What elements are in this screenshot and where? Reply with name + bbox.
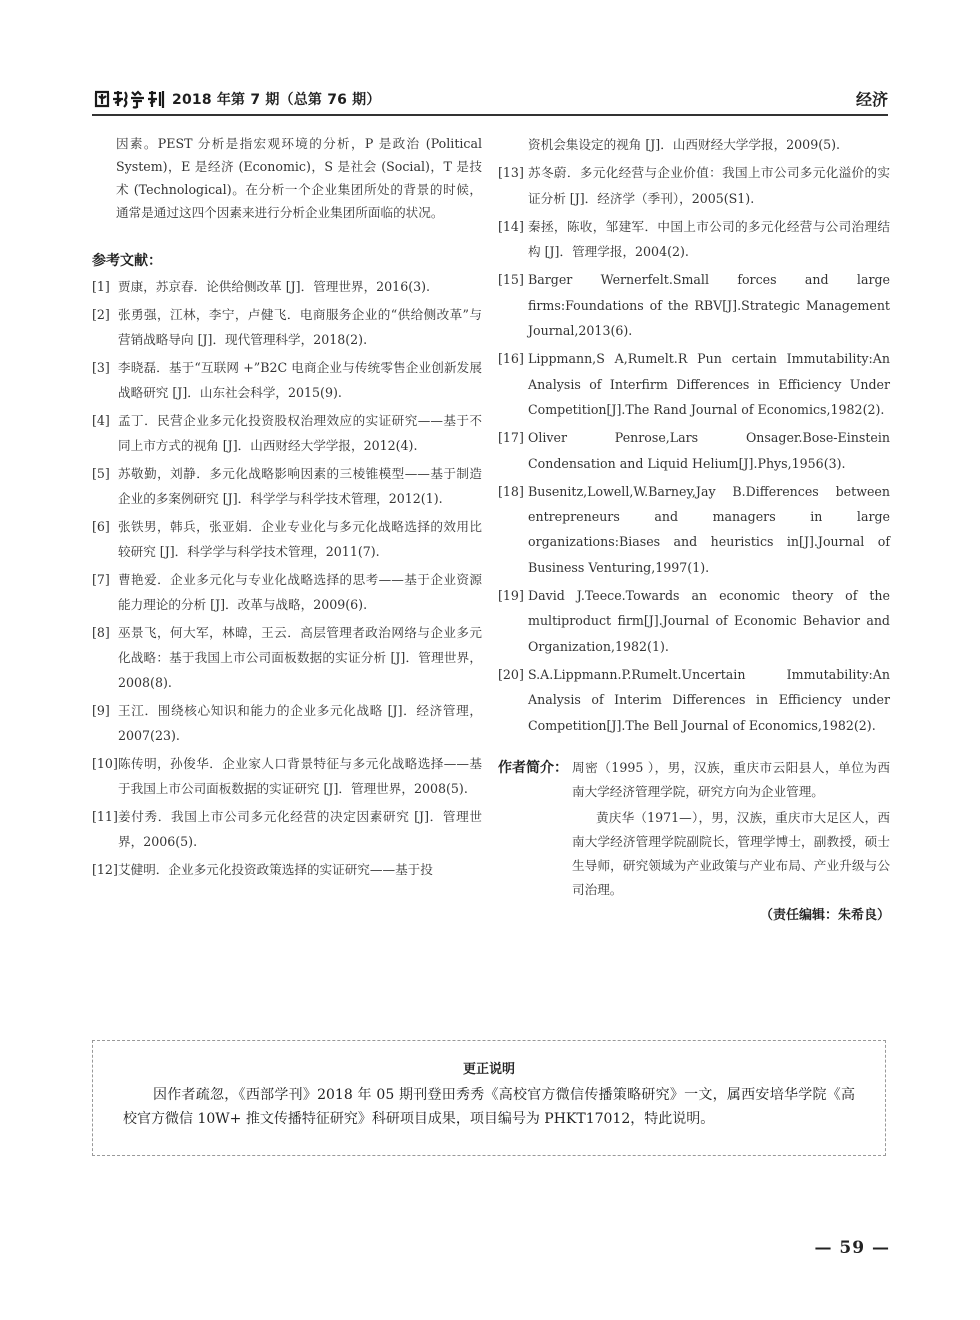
reference-continuation xyxy=(498,132,890,157)
reference-number: [3] xyxy=(92,360,110,375)
reference-item xyxy=(92,302,482,352)
reference-number: [17] xyxy=(498,430,524,446)
reference-item xyxy=(498,583,890,659)
journal-logo xyxy=(92,88,166,110)
section-label: 经济 xyxy=(855,90,888,109)
reference-text: 苏敬勤，刘静．多元化战略影响因素的三棱锥模型——基于制造企业的多案例研究 [J]．科学学与科学技术管理，2012(1). xyxy=(118,466,482,506)
reference-text: Busenitz,Lowell,W.Barney,Jay B.Differences between entrepreneurs and managers in large organizations:Biases and heuristics in[J].Journal of Business Venturing,1997(1). xyxy=(528,483,890,575)
reference-text: Barger Wernerfelt.Small forces and large firms:Foundations of the RBV[J].Strategic Management Journal,2013(6). xyxy=(528,272,890,339)
reference-number: [8] xyxy=(92,625,110,640)
reference-item xyxy=(498,425,890,476)
reference-number: [2] xyxy=(92,307,110,322)
reference-text: 苏冬蔚．多元化经营与企业价值：我国上市公司多元化溢价的实证分析 [J]．经济学（季刊），2005(S1). xyxy=(528,165,890,206)
reference-item xyxy=(498,160,890,211)
reference-text: David J.Teece.Towards an economic theory of the multiproduct firm[J].Journal of Economic Behavior and Organization,1982(1). xyxy=(528,588,890,654)
reference-number: [13] xyxy=(498,165,524,181)
references-list-right xyxy=(498,160,890,738)
reference-text: 张铁男，韩兵，张亚娟．企业专业化与多元化战略选择的效用比较研究 [J]．科学学与科学技术管理，2011(7). xyxy=(118,519,482,559)
reference-text: 艾健明．企业多元化投资政策选择的实证研究——基于投 xyxy=(118,862,433,877)
reference-item xyxy=(92,620,482,695)
reference-number: [14] xyxy=(498,218,524,234)
reference-item xyxy=(92,274,482,299)
references-list-left xyxy=(92,274,482,882)
reference-item xyxy=(92,514,482,564)
reference-number: [11] xyxy=(92,809,118,824)
header-rule xyxy=(92,114,888,116)
reference-text: S.A.Lippmann.P.Rumelt.Uncertain Immutability:An Analysis of Interim Differences in Efficiency under Competition[J].The Bell Journal of Economics,1982(2). xyxy=(528,666,890,733)
page-header xyxy=(92,86,888,112)
reference-number: [16] xyxy=(498,351,524,367)
page-number: — 59 — xyxy=(814,1238,890,1258)
left-column xyxy=(92,132,482,885)
author-bio-1: 周密（1995 ），男，汉族，重庆市云阳县人，单位为西南大学经济管理学院，研究方向为企业管理。 xyxy=(572,759,890,799)
reference-item xyxy=(498,662,890,738)
correction-body: 因作者疏忽，《西部学刊》2018 年 05 期刊登田秀秀《高校官方微信传播策略研究》一文，属西安培华学院《高校官方微信 10W+ 推文传播特征研究》科研项目成果，项目编号为 PHKT17012，特此说明。 xyxy=(123,1087,855,1127)
reference-text: 姜付秀．我国上市公司多元化经营的决定因素研究 [J]．管理世界，2006(5). xyxy=(118,809,482,849)
reference-text: 巫景飞，何大军，林暐，王云．高层管理者政治网络与企业多元化战略：基于我国上市公司面板数据的实证分析 [J]．管理世界，2008(8). xyxy=(118,625,482,690)
reference-text: 陈传明，孙俊华．企业家人口背景特征与多元化战略选择——基于我国上市公司面板数据的实证研究 [J]．管理世界，2008(5). xyxy=(118,756,482,796)
reference-number: [15] xyxy=(498,272,524,288)
reference-item xyxy=(498,267,890,343)
reference-number: [1] xyxy=(92,279,110,294)
reference-number: [7] xyxy=(92,572,110,587)
reference-number: [5] xyxy=(92,466,110,481)
reference-number: [18] xyxy=(498,483,524,499)
reference-number: [6] xyxy=(92,519,110,534)
reference-item xyxy=(498,214,890,265)
responsible-editor: （责任编辑：朱希良） xyxy=(759,907,890,923)
reference-text: 贾康，苏京春．论供给侧改革 [J]．管理世界，2016(3). xyxy=(118,279,431,294)
reference-text: 资机会集设定的视角 [J]．山西财经大学学报，2009(5). xyxy=(528,137,841,152)
reference-number: [19] xyxy=(498,588,524,604)
reference-item xyxy=(92,461,482,511)
references-title: 参考文献： xyxy=(92,253,162,269)
reference-item xyxy=(92,355,482,405)
reference-item xyxy=(498,479,890,580)
reference-item xyxy=(92,857,482,882)
reference-text: 张勇强，江林，李宁，卢健飞．电商服务企业的“供给侧改革”与营销战略导向 [J]．现代管理科学，2018(2). xyxy=(118,307,482,347)
reference-text: 孟丁．民营企业多元化投资股权治理效应的实证研究——基于不同上市方式的视角 [J]．山西财经大学学报，2012(4). xyxy=(118,413,482,453)
correction-title: 更正说明 xyxy=(462,1062,515,1077)
reference-item xyxy=(92,698,482,748)
reference-number: [10] xyxy=(92,756,118,771)
reference-item xyxy=(92,804,482,854)
correction-notice xyxy=(92,1040,886,1156)
intro-paragraph: 因素。PEST 分析是指宏观环境的分析，P 是政治 (Political System)，E 是经济 (Economic)，S 是社会 (Social)，T 是技术 (Technological)。在分析一个企业集团所处的背景的时候，通常是通过这四个因素来进行分析企业集团所面临的状况。 xyxy=(116,136,482,220)
reference-number: [4] xyxy=(92,413,110,428)
author-label: 作者简介： xyxy=(498,759,568,776)
author-bio-2: 黄庆华（1971—），男，汉族，重庆市大足区人，西南大学经济管理学院副院长，管理学博士，副教授，硕士生导师，研究领域为产业政策与产业布局、产业升级与公司治理。 xyxy=(572,809,890,897)
author-bio xyxy=(498,756,890,928)
reference-text: 李晓磊．基于“互联网 +”B2C 电商企业与传统零售企业创新发展战略研究 [J]．山东社会科学，2015(9). xyxy=(118,360,482,400)
reference-text: 秦拯，陈收，邹建军．中国上市公司的多元化经营与公司治理结构 [J]．管理学报，2004(2). xyxy=(528,218,890,260)
reference-item xyxy=(92,408,482,458)
reference-item xyxy=(498,346,890,422)
reference-text: 曹艳爱．企业多元化与专业化战略选择的思考——基于企业资源能力理论的分析 [J]．改革与战略，2009(6). xyxy=(118,572,482,612)
issue-info: 2018 年第 7 期（总第 76 期） xyxy=(172,92,381,108)
reference-number: [12] xyxy=(92,862,118,877)
reference-item xyxy=(92,567,482,617)
reference-number: [20] xyxy=(498,666,524,682)
right-column xyxy=(498,132,890,928)
reference-item xyxy=(92,751,482,801)
reference-text: Oliver Penrose,Lars Onsager.Bose-Einstein Condensation and Liquid Helium[J].Phys,1956(3). xyxy=(528,430,890,471)
reference-number: [9] xyxy=(92,703,110,718)
reference-text: Lippmann,S A,Rumelt.R Pun certain Immutability:An Analysis of Interfirm Differences in Efficiency Under Competition[J].The Rand Journal of Economics,1982(2). xyxy=(528,351,890,417)
reference-text: 王江．围绕核心知识和能力的企业多元化战略 [J]．经济管理，2007(23). xyxy=(118,703,482,743)
